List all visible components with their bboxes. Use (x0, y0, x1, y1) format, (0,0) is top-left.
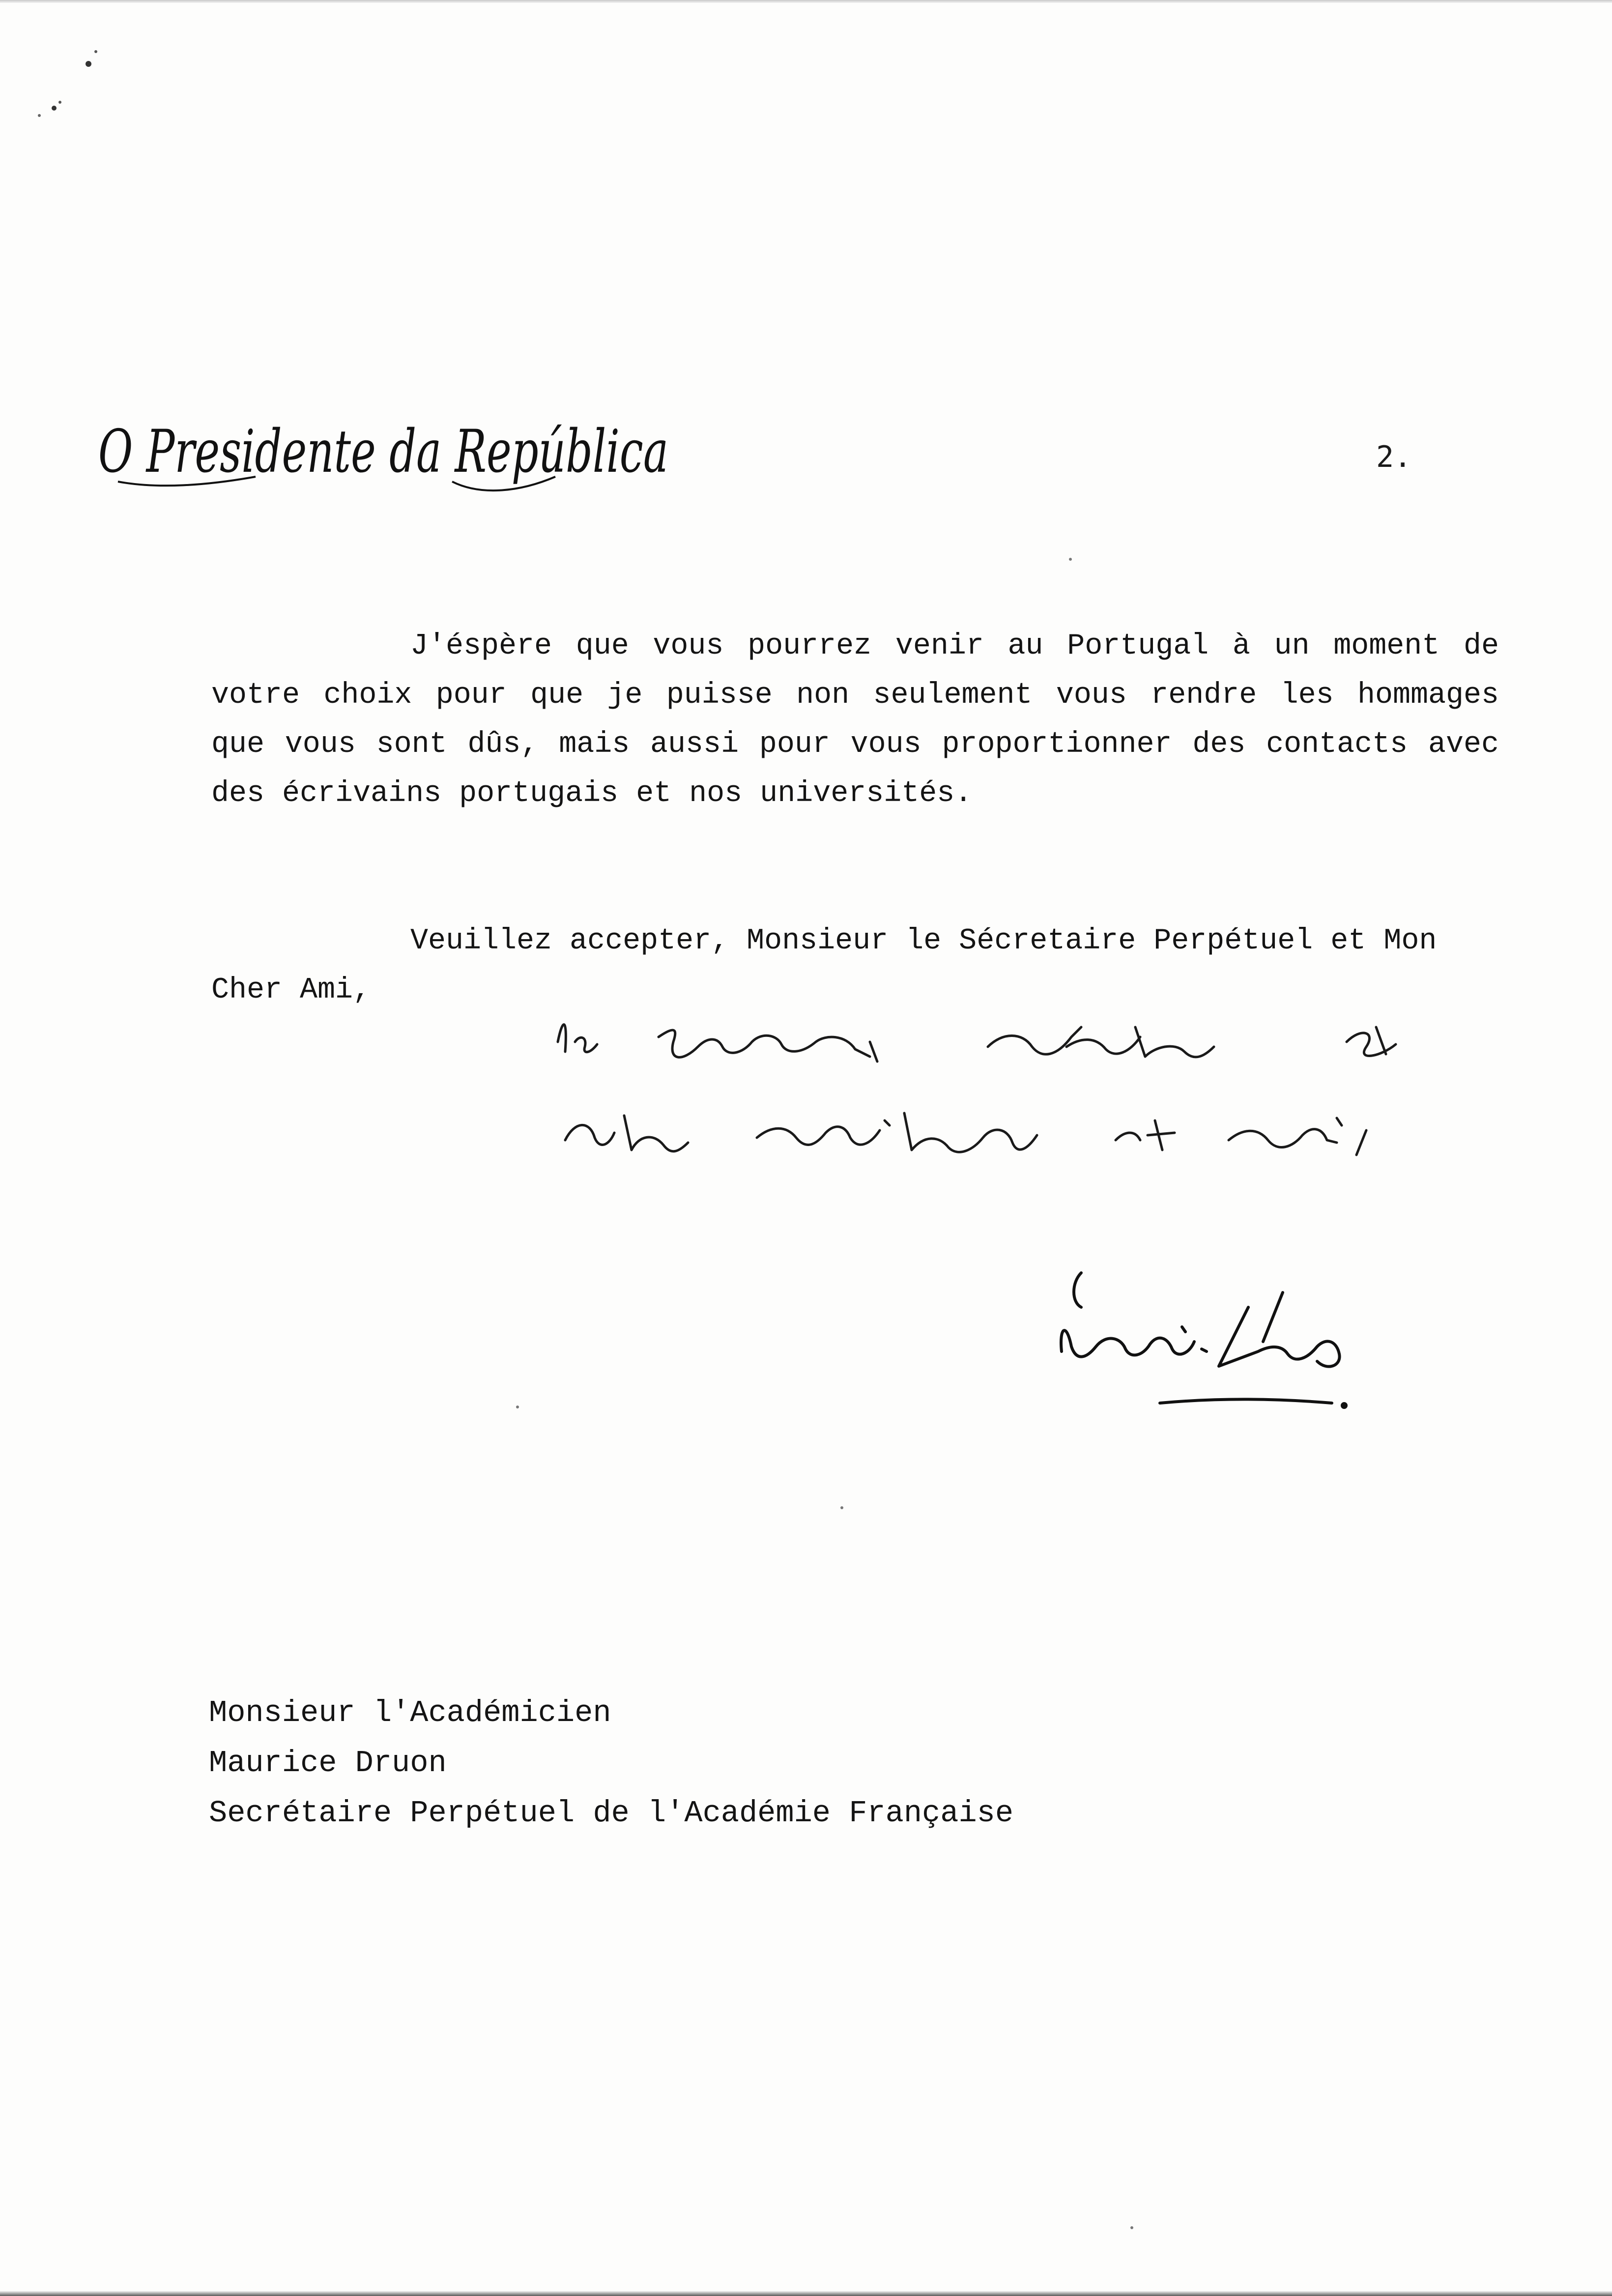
signature (1052, 1253, 1396, 1420)
scan-dot (840, 1506, 843, 1509)
addressee-line-3: Secrétaire Perpétuel de l'Académie Française (209, 1796, 1014, 1831)
handwritten-closing (550, 1007, 1435, 1194)
body-paragraph-2: Veuillez accepter, Monsieur le Sécretaire Perpétuel et Mon Cher Ami, (211, 924, 1437, 1007)
page-number: 2. (1376, 440, 1412, 474)
letterhead-title: O Presidente da República (98, 418, 668, 486)
scan-dot (516, 1406, 519, 1408)
scan-dot (1130, 2226, 1133, 2229)
scan-top-edge (0, 0, 1612, 3)
addressee-block (209, 1688, 1013, 1838)
scan-dot (1069, 558, 1072, 561)
scan-bottom-edge (0, 2291, 1612, 2296)
addressee-line-1: Monsieur l'Académicien (209, 1695, 611, 1730)
letterhead-logo (98, 403, 688, 501)
ink-specks (29, 29, 128, 128)
body-paragraph-1: J'éspère que vous pourrez venir au Portugal à un moment de votre choix pour que je puisse non seulement vous rendre les hommages que vous sont dûs, mais aussi pour vous proportionner des contacts avec des écrivains portugais et nos universités. (211, 630, 1499, 810)
addressee-line-2: Maurice Druon (209, 1746, 447, 1780)
